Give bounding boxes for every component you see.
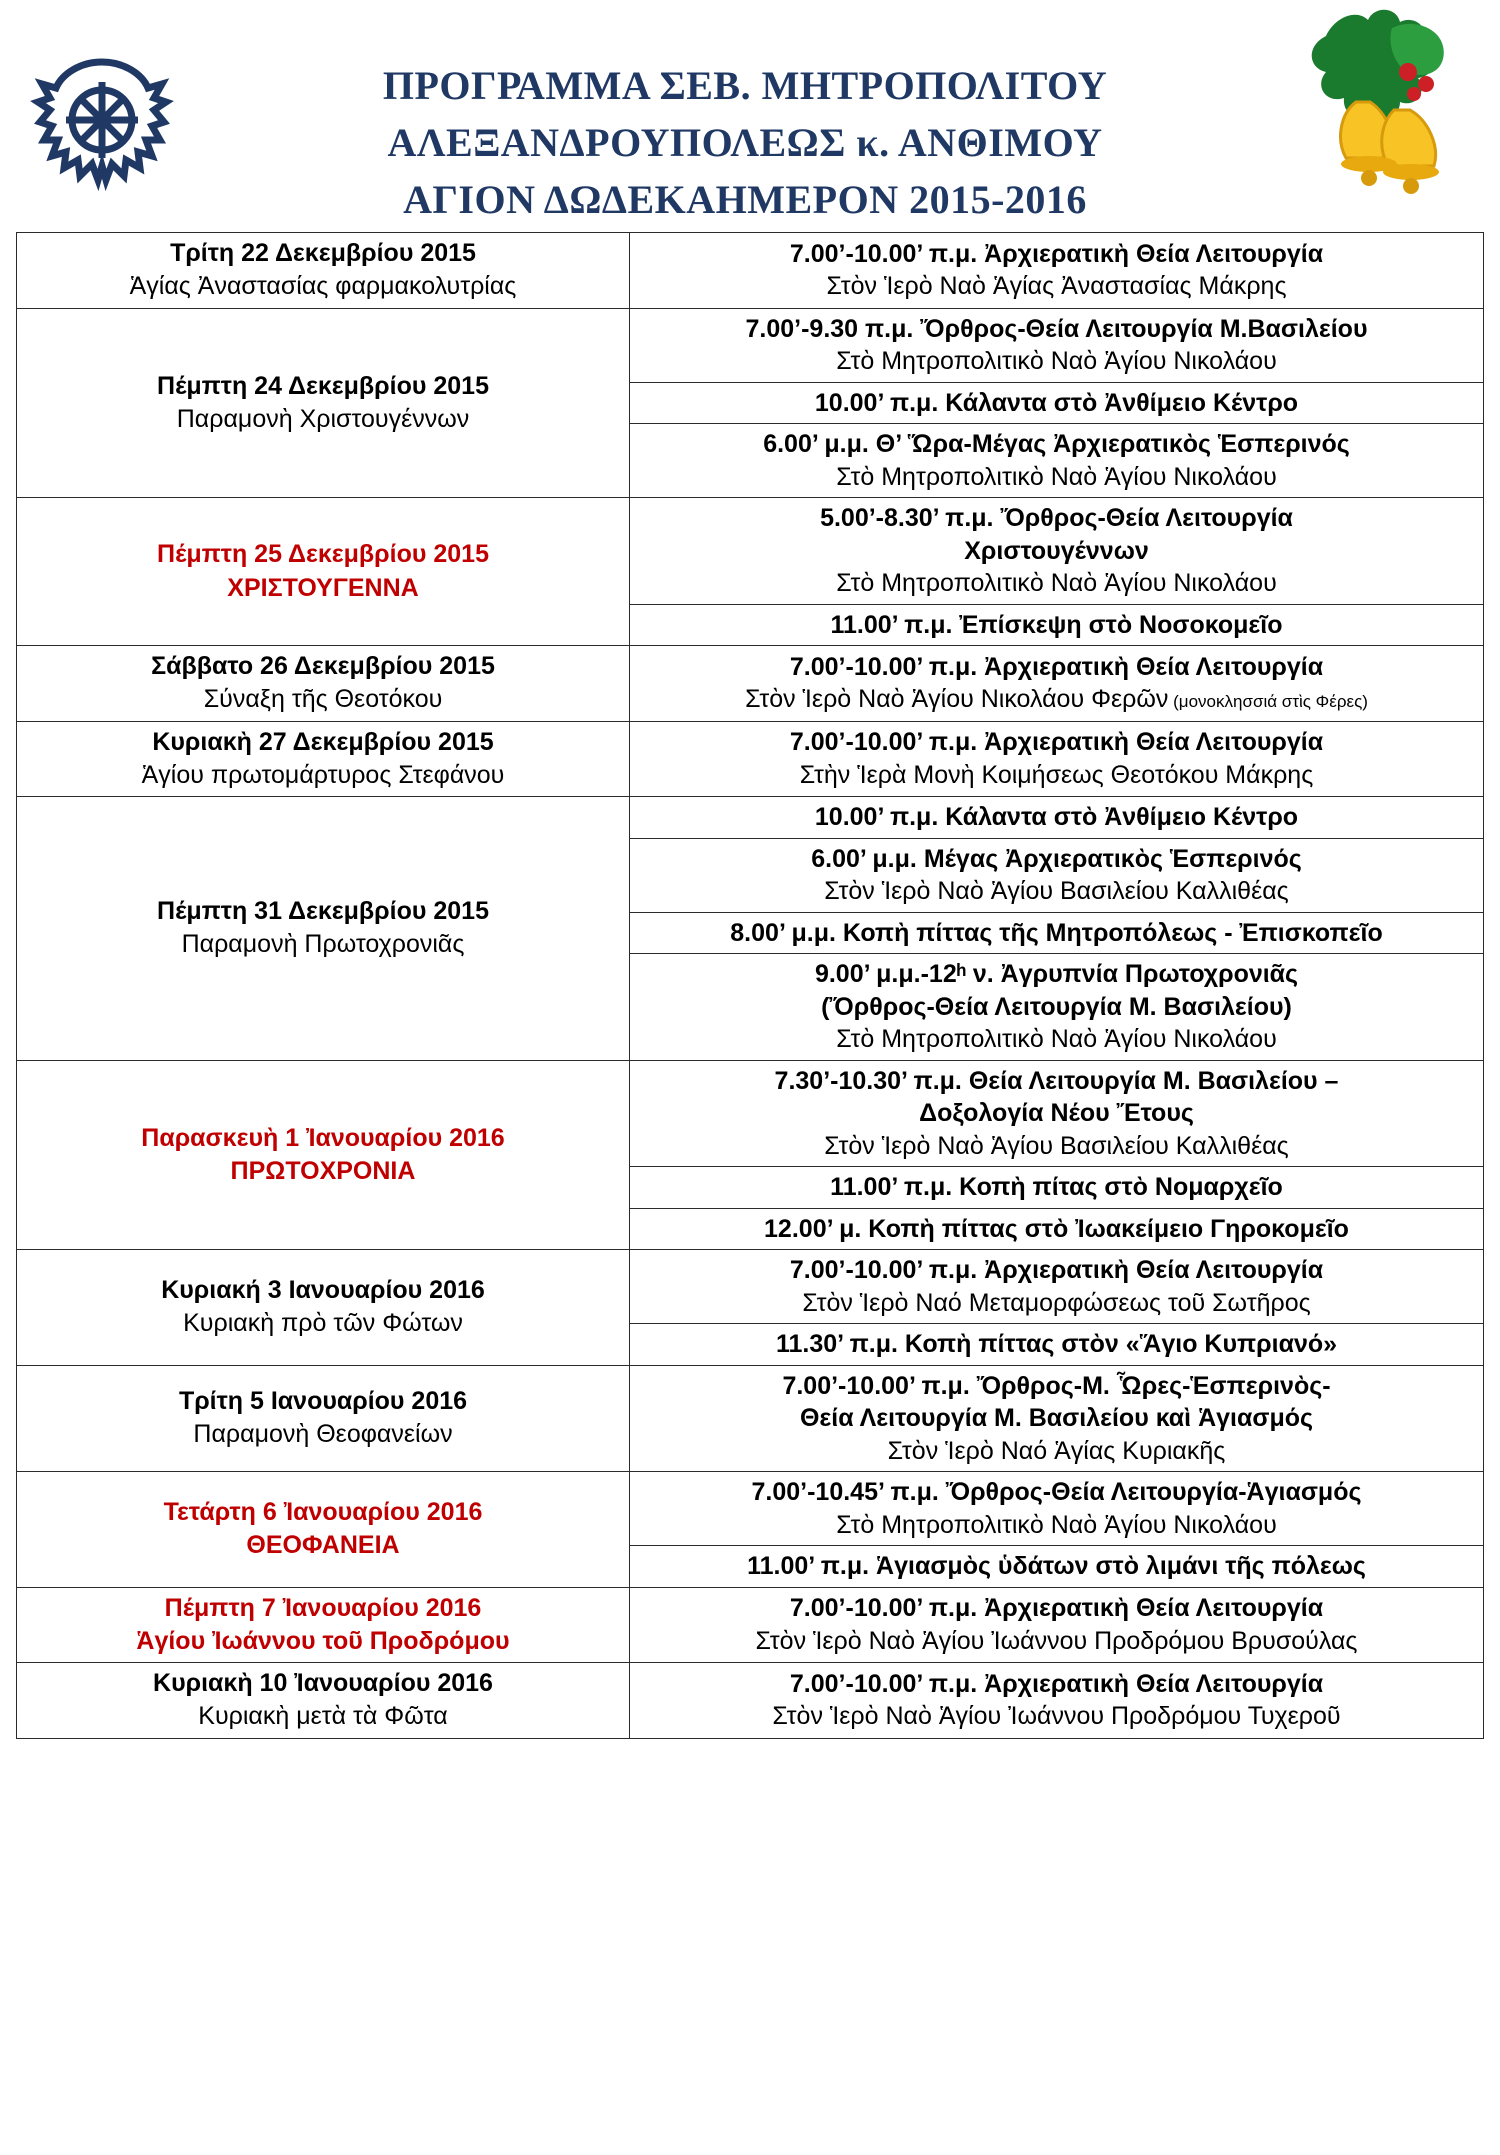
day-title: Πέμπτη 7 Ἰανουαρίου 2016 xyxy=(164,1593,482,1622)
event-main: 6.00’ μ.μ. Μέγας Ἀρχιερατικὸς Ἑσπερινός xyxy=(811,844,1302,873)
event-main: 7.00’-10.00’ π.μ. Ἀρχιερατικὴ Θεία Λειτουργία xyxy=(789,728,1324,757)
event-main: 7.00’-10.00’ π.μ. Ἀρχιερατικὴ Θεία Λειτουργία xyxy=(789,1594,1324,1623)
table-row xyxy=(17,721,1484,797)
day-title: Τετάρτη 6 Ἰανουαρίου 2016 xyxy=(163,1498,483,1526)
table-row xyxy=(17,1663,1484,1739)
event-cell xyxy=(630,1472,1484,1546)
document-header xyxy=(0,0,1500,232)
event-main: 7.00’-10.00’ π.μ. Ἀρχιερατικὴ Θεία Λειτουργία xyxy=(789,1256,1324,1284)
event-cell xyxy=(630,1250,1484,1324)
event-cell xyxy=(630,1324,1484,1366)
table-row xyxy=(17,498,1484,605)
event-cell xyxy=(630,1167,1484,1209)
title-line-3: ΑΓΙΟΝ ΔΩΔΕΚΑΗΜΕΡΟΝ 2015-2016 xyxy=(403,176,1087,222)
event-location: Στὸν Ἱερὸ Ναό Μεταμορφώσεως τοῦ Σωτῆρος xyxy=(802,1288,1311,1317)
day-cell xyxy=(17,1060,630,1250)
event-cell xyxy=(630,838,1484,912)
day-title: Κυριακὴ 10 Ἰανουαρίου 2016 xyxy=(153,1669,493,1697)
event-cell xyxy=(630,1546,1484,1588)
event-main: 10.00’ π.μ. Κάλαντα στὸ Ἀνθίμειο Κέντρο xyxy=(814,803,1299,831)
event-cell xyxy=(630,1587,1484,1663)
event-cell xyxy=(630,498,1484,605)
schedule-table xyxy=(16,232,1484,1739)
table-row xyxy=(17,797,1484,839)
event-main: 7.00’-9.30 π.μ. Ὄρθρος-Θεία Λειτουργία Μ.Βασιλείου xyxy=(745,314,1368,343)
day-subtitle: ΘΕΟΦΑΝΕΙΑ xyxy=(246,1531,400,1560)
day-title: Παρασκευὴ 1 Ἰανουαρίου 2016 xyxy=(141,1123,505,1152)
event-cell xyxy=(630,646,1484,722)
event-location: Στὸν Ἱερὸ Ναὸ Ἁγίου Ἰωάννου Προδρόμου Βρυσούλας xyxy=(755,1626,1358,1655)
day-cell xyxy=(17,1365,630,1472)
event-location: Στὸν Ἱερὸ Ναὸ Ἁγίου Ἰωάννου Προδρόμου Τυχεροῦ xyxy=(772,1702,1341,1731)
table-row xyxy=(17,1250,1484,1324)
day-cell xyxy=(17,1250,630,1366)
event-main: 7.00’-10.00’ π.μ. Ἀρχιερατικὴ Θεία Λειτουργία xyxy=(789,652,1324,681)
event-cell xyxy=(630,797,1484,839)
day-subtitle: Παραμονὴ Πρωτοχρονιᾶς xyxy=(181,930,465,959)
table-row xyxy=(17,1060,1484,1167)
table-row xyxy=(17,1365,1484,1472)
event-cell xyxy=(630,1663,1484,1739)
event-main: 12.00’ μ. Κοπὴ πίττας στὸ Ἰωακείμειο Γηροκομεῖο xyxy=(764,1214,1349,1243)
day-subtitle: Κυριακὴ πρὸ τῶν Φώτων xyxy=(183,1309,463,1338)
day-cell xyxy=(17,721,630,797)
day-cell xyxy=(17,1663,630,1739)
event-main: 7.00’-10.00’ π.μ. Ἀρχιερατικὴ Θεία Λειτουργία xyxy=(789,1669,1324,1698)
day-title: Πέμπτη 25 Δεκεμβρίου 2015 xyxy=(157,540,489,569)
day-subtitle: Ἁγίου πρωτομάρτυρος Στεφάνου xyxy=(141,760,505,789)
event-main: 5.00’-8.30’ π.μ. Ὄρθρος-Θεία Λειτουργία Χριστουγέννων xyxy=(820,504,1293,565)
day-title: Κυριακὴ 27 Δεκεμβρίου 2015 xyxy=(152,727,494,756)
event-location: Στὸ Μητροπολιτικὸ Ναὸ Ἁγίου Νικολάου xyxy=(836,1025,1277,1053)
event-main: 7.00’-10.00’ π.μ. Ἀρχιερατικὴ Θεία Λειτουργία xyxy=(789,239,1324,268)
event-location: Στὸν Ἱερὸ Ναὸ Ἁγίου Νικολάου Φερῶν (μονοκλησσιά στὶς Φέρες) xyxy=(745,685,1368,714)
event-main: 8.00’ μ.μ. Κοπὴ πίττας τῆς Μητροπόλεως - Ἐπισκοπεῖο xyxy=(730,918,1383,947)
event-main: 9.00’ μ.μ.-12ʰ ν. Ἀγρυπνία Πρωτοχρονιᾶς (Ὄρθρος-Θεία Λειτουργία Μ. Βασιλείου) xyxy=(814,960,1299,1021)
event-main: 10.00’ π.μ. Κάλαντα στὸ Ἀνθίμειο Κέντρο xyxy=(814,388,1299,417)
event-cell xyxy=(630,604,1484,646)
event-cell xyxy=(630,308,1484,382)
day-cell xyxy=(17,797,630,1061)
event-location: Στὸν Ἱερὸ Ναὸ Ἁγίου Βασιλείου Καλλιθέας xyxy=(824,877,1289,905)
event-location: Στὴν Ἱερὰ Μονὴ Κοιμήσεως Θεοτόκου Μάκρης xyxy=(799,760,1314,789)
event-main: 11.00’ π.μ. Ἁγιασμὸς ὑδάτων στὸ λιμάνι τῆς πόλεως xyxy=(747,1552,1366,1580)
table-row xyxy=(17,646,1484,722)
event-main: 7.00’-10.00’ π.μ. Ὄρθρος-Μ. Ὧρες-Ἑσπερινὸς- Θεία Λειτουργία Μ. Βασιλείου καὶ Ἁγιασμός xyxy=(782,1371,1331,1432)
day-title: Κυριακή 3 Ιανουαρίου 2016 xyxy=(161,1276,485,1304)
event-main: 11.00’ π.μ. Ἐπίσκεψη στὸ Νοσοκομεῖο xyxy=(830,610,1283,639)
day-subtitle: ΧΡΙΣΤΟΥΓΕΝΝΑ xyxy=(227,573,419,602)
day-cell xyxy=(17,498,630,646)
event-location: Στὸ Μητροπολιτικὸ Ναὸ Ἁγίου Νικολάου xyxy=(836,1510,1277,1539)
title-line-1: ΠΡΟΓΡΑΜΜΑ ΣΕΒ. ΜΗΤΡΟΠΟΛΙΤΟΥ xyxy=(382,63,1108,108)
table-row xyxy=(17,233,1484,309)
day-cell xyxy=(17,233,630,309)
table-row xyxy=(17,1472,1484,1546)
day-title: Πέμπτη 31 Δεκεμβρίου 2015 xyxy=(157,897,489,925)
day-cell xyxy=(17,646,630,722)
event-location: Στὸ Μητροπολιτικὸ Ναὸ Ἁγίου Νικολάου xyxy=(836,462,1277,491)
day-subtitle: Παραμονὴ Χριστουγέννων xyxy=(176,404,470,433)
event-location: Στὸν Ἱερὸ Ναὸ Ἁγίας Ἀναστασίας Μάκρης xyxy=(826,272,1287,301)
day-title: Σάββατο 26 Δεκεμβρίου 2015 xyxy=(151,652,495,680)
event-location: Στὸ Μητροπολιτικὸ Ναὸ Ἁγίου Νικολάου xyxy=(836,347,1277,375)
day-subtitle: ΠΡΩΤΟΧΡΟΝΙΑ xyxy=(230,1156,416,1185)
day-title: Τρίτη 5 Ιανουαρίου 2016 xyxy=(178,1387,468,1415)
event-cell xyxy=(630,424,1484,498)
page-title xyxy=(200,58,1290,228)
event-main: 11.00’ π.μ. Κοπὴ πίτας στὸ Νομαρχεῖο xyxy=(830,1173,1283,1201)
day-title: Τρίτη 22 Δεκεμβρίου 2015 xyxy=(170,239,476,267)
event-main: 7.00’-10.45’ π.μ. Ὄρθρος-Θεία Λειτουργία-Ἁγιασμός xyxy=(751,1478,1362,1506)
event-main: 6.00’ μ.μ. Θ’ Ὥρα-Μέγας Ἀρχιερατικὸς Ἑσπερινός xyxy=(763,430,1350,458)
day-cell xyxy=(17,1587,630,1663)
event-location: Στὸ Μητροπολιτικὸ Ναὸ Ἁγίου Νικολάου xyxy=(836,569,1277,597)
day-cell xyxy=(17,1472,630,1588)
event-cell xyxy=(630,721,1484,797)
event-cell xyxy=(630,1060,1484,1167)
event-main: 11.30’ π.μ. Κοπὴ πίττας στὸν «Ἅγιο Κυπριανό» xyxy=(775,1330,1338,1358)
title-line-2: ΑΛΕΞΑΝΔΡΟΥΠΟΛΕΩΣ κ. ΑΝΘΙΜΟΥ xyxy=(387,119,1103,165)
day-subtitle: Ἁγίου Ἰωάννου τοῦ Προδρόμου xyxy=(136,1626,510,1655)
event-cell xyxy=(630,1208,1484,1250)
table-row xyxy=(17,1587,1484,1663)
day-subtitle: Σύναξη τῆς Θεοτόκου xyxy=(203,685,443,714)
event-location: Στὸν Ἱερὸ Ναὸ Ἁγίου Βασιλείου Καλλιθέας xyxy=(824,1131,1289,1160)
event-cell xyxy=(630,912,1484,954)
day-title: Πέμπτη 24 Δεκεμβρίου 2015 xyxy=(157,371,489,400)
event-location: Στὸν Ἱερὸ Ναό Ἁγίας Κυριακῆς xyxy=(887,1436,1226,1465)
day-subtitle: Κυριακὴ μετὰ τὰ Φῶτα xyxy=(198,1702,448,1731)
event-location-note: (μονοκλησσιά στὶς Φέρες) xyxy=(1168,692,1368,712)
event-cell xyxy=(630,382,1484,424)
event-cell xyxy=(630,954,1484,1061)
event-cell xyxy=(630,1365,1484,1472)
day-subtitle: Ἁγίας Ἀναστασίας φαρμακολυτρίας xyxy=(129,272,517,301)
day-subtitle: Παραμονὴ Θεοφανείων xyxy=(193,1420,453,1449)
event-cell xyxy=(630,233,1484,309)
event-main: 7.30’-10.30’ π.μ. Θεία Λειτουργία Μ. Βασιλείου – Δοξολογία Νέου Ἔτους xyxy=(774,1066,1339,1127)
table-row xyxy=(17,308,1484,382)
byzantine-eagle-crest-icon xyxy=(22,48,182,208)
day-cell xyxy=(17,308,630,498)
holly-bells-icon xyxy=(1296,6,1486,206)
